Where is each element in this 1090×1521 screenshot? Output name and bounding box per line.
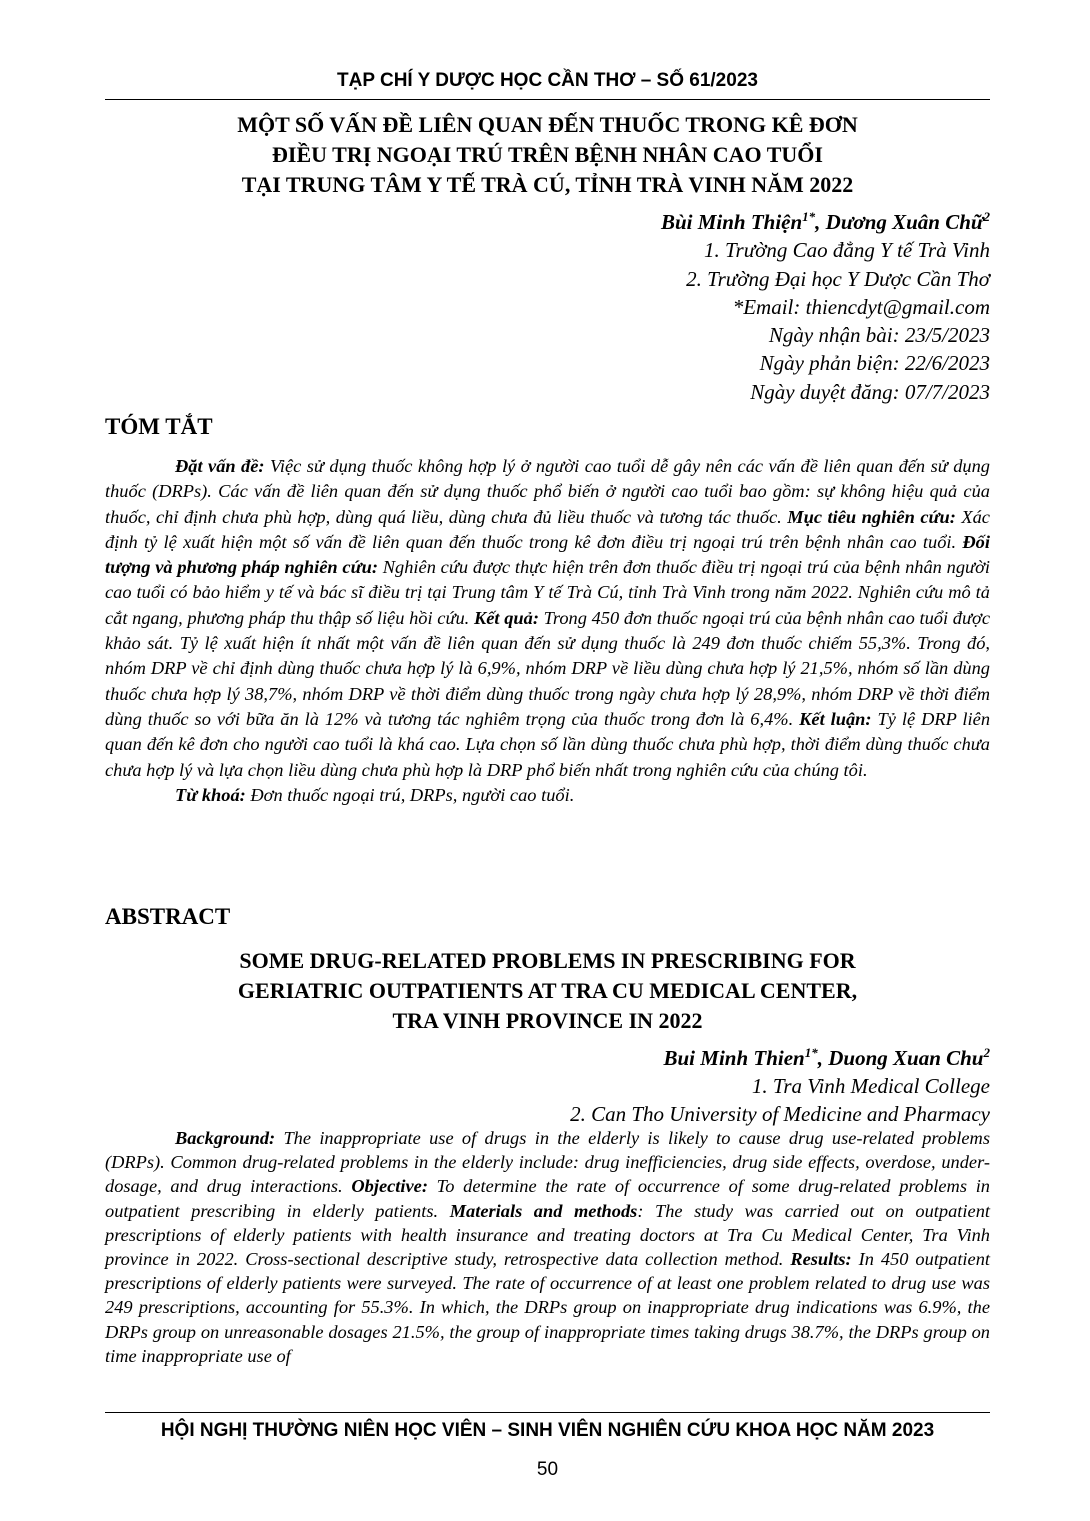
footer-rule <box>105 1412 990 1413</box>
affiliation-en-1: 1. Tra Vinh Medical College <box>751 1074 990 1098</box>
title-en-line-3: TRA VINH PROVINCE IN 2022 <box>392 1008 703 1033</box>
vn-background-label: Đặt vấn đề: <box>175 456 265 476</box>
author-en-2-name: Duong Xuan Chu <box>828 1046 984 1070</box>
affiliation-en-2: 2. Can Tho University of Medicine and Pharmacy <box>570 1102 990 1126</box>
paper-page <box>105 0 990 1521</box>
vn-conclusion-label: Kết luận: <box>799 708 872 729</box>
reviewed-date: Ngày phản biện: 22/6/2023 <box>759 351 990 376</box>
en-results-label: Results: <box>790 1249 852 1270</box>
abstract-heading: ABSTRACT <box>105 904 231 929</box>
author-en-1-sup: 1* <box>804 1045 818 1060</box>
author-en-2-sup: 2 <box>983 1045 990 1060</box>
en-results-text: In 450 outpatient prescriptions of elderly patients were surveyed. The rate of occurrence of at least one problem related to drug use was 249 prescriptions, accounting for 55.3%. In which, the DRPs group on inappropriate drug indications was 6.9%, the DRPs group on unreasonable dosages 21.5%, the group of inappropriate times taking drugs 38.7%, the DRPs group on time inappropriate use of <box>105 1249 990 1366</box>
vn-abstract-paragraph <box>105 454 990 783</box>
en-methods-label: Materials and methods <box>449 1200 638 1221</box>
author-1-name: Bùi Minh Thiện <box>660 210 803 234</box>
author-1-sup: 1* <box>802 209 816 224</box>
vn-results-text: Trong 450 đơn thuốc ngoại trú của bệnh nhân cao tuổi được khảo sát. Tỷ lệ xuất hiện ít nhất một vấn đề liên quan đến sử dụng thuốc là 249 đơn thuốc chiếm 55,3%. Trong đó, nhóm DRP về chỉ định dùng thuốc chưa hợp lý là 6,9%, nhóm DRP về liều dùng chưa hợp lý 21,5%, nhóm số lần dùng thuốc chưa hợp lý 38,7%, nhóm DRP về thời điểm dùng thuốc trong ngày chưa hợp lý 28,9%, nhóm DRP về thời điểm dùng thuốc so với bữa ăn là 12% và tương tác nghiêm trọng của thuốc trong đơn là 6,4%. <box>105 607 990 729</box>
title-vietnamese <box>105 110 990 200</box>
author-en-1-name: Bui Minh Thien <box>663 1046 805 1070</box>
vn-keywords <box>105 783 990 808</box>
author-2-sup: 2 <box>983 209 990 224</box>
vn-conclusion-text: Tỷ lệ DRP liên quan đến kê đơn cho người cao tuổi là khá cao. Lựa chọn số lần dùng thuốc chưa phù hợp, thời điểm dùng thuốc chưa chưa hợp lý và lựa chọn liều dùng chưa phù hợp là DRP phổ biến nhất trong nghiên cứu của chúng tôi. <box>105 708 991 780</box>
en-abstract-paragraph <box>105 1126 990 1368</box>
authors-vn-block <box>661 203 990 406</box>
title-vn-line-2: ĐIỀU TRỊ NGOẠI TRÚ TRÊN BỆNH NHÂN CAO TUỔI <box>272 142 823 167</box>
corresponding-email: *Email: thiencdyt@gmail.com <box>732 294 990 319</box>
title-vn-line-3: TẠI TRUNG TÂM Y TẾ TRÀ CÚ, TỈNH TRÀ VINH NĂM 2022 <box>241 172 854 197</box>
english-abstract <box>105 1126 990 1368</box>
title-english <box>105 946 990 1036</box>
title-en-line-2: GERIATRIC OUTPATIENTS AT TRA CU MEDICAL CENTER, <box>237 978 858 1003</box>
header-rule <box>105 99 990 100</box>
vn-background-text: Việc sử dụng thuốc không hợp lý ở người cao tuổi dễ gây nên các vấn đề liên quan đến sử dụng thuốc (DRPs). Các vấn đề liên quan đến sử dụng thuốc phổ biến ở người cao tuổi bao gồm: sự không hiệu quả của thuốc, chỉ định chưa phù hợp, dùng quá liều, dùng chưa đủ liều thuốc và tương tác thuốc. <box>105 456 990 527</box>
vn-objective-text: Xác định tỷ lệ xuất hiện một số vấn đề liên quan đến thuốc trong kê đơn điều trị ngoại trú trên bệnh nhân cao tuổi. <box>105 506 990 552</box>
author-en-separator: , <box>817 1046 829 1070</box>
authors-vn <box>661 203 990 236</box>
vn-results-label: Kết quả: <box>473 607 539 628</box>
page-number: 50 <box>536 1459 559 1480</box>
title-en-line-1: SOME DRUG-RELATED PROBLEMS IN PRESCRIBING FOR <box>239 948 856 973</box>
vn-keywords-text: Đơn thuốc ngoại trú, DRPs, người cao tuổi. <box>245 784 575 805</box>
tomtat-heading: TÓM TẮT <box>105 414 213 439</box>
vn-methods-text: Nghiên cứu được thực hiện trên đơn thuốc điều trị ngoại trú của bệnh nhân người cao tuổi có bảo hiểm y tế và bác sĩ điều trị tại Trung tâm Y tế Trà Cú, tỉnh Trà Vinh trong năm 2022. Nghiên cứu mô tả cắt ngang, phương pháp thu thập số liệu hồi cứu. <box>105 557 990 628</box>
accepted-date: Ngày duyệt đăng: 07/7/2023 <box>750 379 990 404</box>
received-date: Ngày nhận bài: 23/5/2023 <box>768 323 990 348</box>
en-objective-text: To determine the rate of occurrence of some drug-related problems in outpatient prescribing in elderly patients. <box>105 1176 990 1221</box>
vietnamese-abstract <box>105 454 990 808</box>
en-background-text: The inappropriate use of drugs in the elderly is likely to cause drug use-related problems (DRPs). Common drug-related problems in the elderly include: drug inefficiencies, drug side effects, overdose, under-dosage, and drug interactions. <box>105 1128 990 1197</box>
author-2-name: Dương Xuân Chữ <box>825 210 984 234</box>
conference-footer: HỘI NGHỊ THƯỜNG NIÊN HỌC VIÊN – SINH VIÊN NGHIÊN CỨU KHOA HỌC NĂM 2023 <box>160 1420 935 1441</box>
author-separator: , <box>815 210 826 234</box>
vn-keywords-label: Từ khoá: <box>175 784 246 805</box>
en-objective-label: Objective: <box>351 1176 428 1197</box>
authors-en-block <box>570 1039 990 1128</box>
journal-header: TẠP CHÍ Y DƯỢC HỌC CẦN THƠ – SỐ 61/2023 <box>337 70 758 91</box>
en-methods-text: : The study was carried out on outpatient prescriptions of elderly patients with health insurance and treating doctors at Tra Cu Medical Center, Tra Vinh province in 2022. Cross-sectional descriptive study, retrospective data collection method. <box>105 1200 990 1270</box>
vn-methods-label: Đối tượng và phương pháp nghiên cứu: <box>105 531 990 578</box>
authors-en <box>570 1039 990 1072</box>
affiliation-1: 1. Trường Cao đẳng Y tế Trà Vinh <box>704 238 990 263</box>
title-vn-line-1: MỘT SỐ VẤN ĐỀ LIÊN QUAN ĐẾN THUỐC TRONG KÊ ĐƠN <box>237 112 858 137</box>
affiliation-2: 2. Trường Đại học Y Dược Cần Thơ <box>686 266 990 291</box>
vn-objective-label: Mục tiêu nghiên cứu: <box>787 506 956 527</box>
en-background-label: Background: <box>175 1128 276 1148</box>
